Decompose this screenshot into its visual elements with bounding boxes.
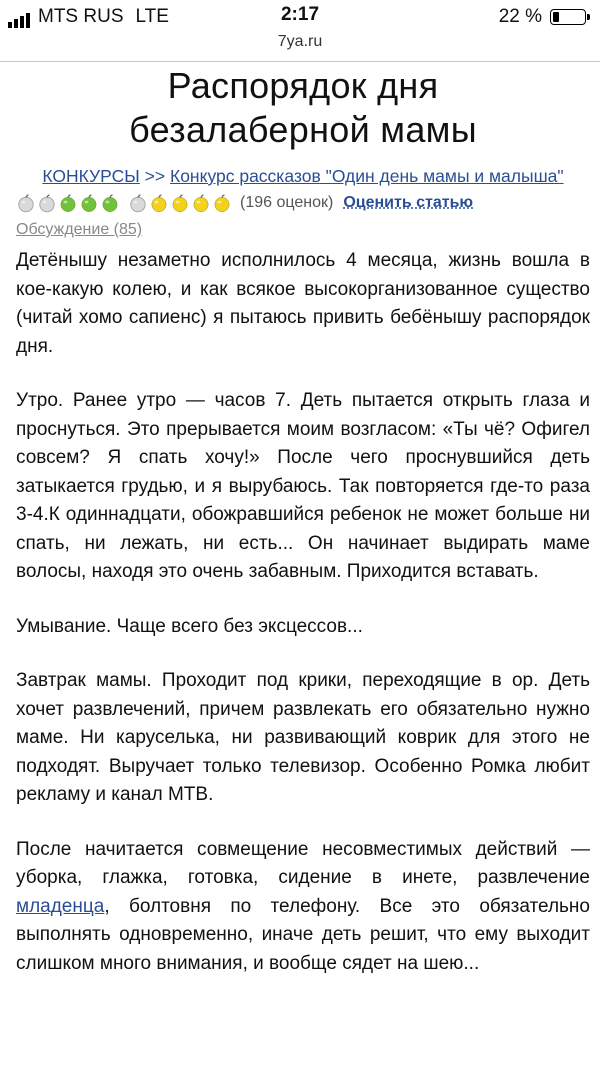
rating-apple-icon[interactable]	[170, 193, 190, 213]
network-type: LTE	[135, 6, 169, 27]
discussion-row	[16, 221, 590, 239]
rating-count: (196 оценок)	[240, 194, 334, 211]
paragraph-3: Умывание. Чаще всего без эксцессов...	[16, 615, 363, 637]
breadcrumb-contest-link[interactable]: Конкурс рассказов "Один день мамы и малыша"	[170, 166, 564, 186]
breadcrumb	[16, 166, 590, 187]
rating-apple-icon[interactable]	[16, 193, 36, 213]
clock: 2:17	[280, 4, 320, 25]
rating-apples-group-2	[128, 193, 232, 213]
rating-apple-icon[interactable]	[37, 193, 57, 213]
status-bar	[0, 0, 600, 30]
page-title	[16, 64, 590, 152]
infant-link[interactable]: младенца	[16, 895, 105, 917]
rating-apples-group-1	[16, 193, 120, 213]
discussion-link[interactable]: Обсуждение (85)	[16, 221, 143, 238]
title-line-1: Распорядок дня	[167, 65, 439, 106]
rating-apple-icon[interactable]	[212, 193, 232, 213]
rating-apple-icon[interactable]	[79, 193, 99, 213]
header-divider	[0, 61, 600, 62]
rating-row	[16, 193, 590, 213]
article	[16, 64, 590, 1004]
rate-article-link[interactable]: Оценить статью	[343, 194, 474, 211]
rating-apple-icon[interactable]	[191, 193, 211, 213]
paragraph-2: Утро. Ранее утро — часов 7. Деть пытается открыть глаза и проснуться. Это прерывается моим возгласом: «Ты чё? Офигел совсем? Я спать хочу!» После чего проснувшийся деть затыкается грудью, и я вырубаюсь. Так повторяется где-то раза 3-4.К одиннадцати, обожравшийся ребенок не может больше ни спать, ни лежать, ни есть... Он начинает выдирать маме волосы, находя это очень забавным. Приходится вставать.	[16, 390, 590, 582]
article-body	[16, 247, 590, 978]
rating-apple-icon[interactable]	[100, 193, 120, 213]
paragraph-5	[16, 836, 590, 979]
breadcrumb-section-link[interactable]: КОНКУРСЫ	[42, 166, 140, 186]
carrier-name: MTS RUS	[38, 6, 124, 27]
rating-apple-icon[interactable]	[128, 193, 148, 213]
battery-icon	[550, 9, 586, 25]
paragraph-5-start: После начитается совмещение несовместимых действий — уборка, глажка, готовка, сидение в инете, развлечение	[16, 838, 590, 888]
battery-percent: 22 %	[498, 6, 542, 27]
paragraph-1: Детёнышу незаметно исполнилось 4 месяца, жизнь вошла в кое-какую колею, и как всякое высокорганизованное существо (читай хомо сапиенс) я пытаюсь привить бебёнышу распорядок дня.	[16, 250, 590, 357]
paragraph-4: Завтрак мамы. Проходит под крики, переходящие в ор. Деть хочет развлечений, причем развлекать его обязательно нужно маме. Ни каруселька, ни развивающий коврик для этого не подходят. Выручает только телевизор. Особенно Ромка любит рекламу и канал МТВ.	[16, 670, 590, 805]
rating-apple-icon[interactable]	[58, 193, 78, 213]
status-right	[499, 6, 586, 28]
breadcrumb-separator: >>	[144, 166, 166, 186]
title-line-2: безалаберной мамы	[129, 109, 477, 150]
rating-apple-icon[interactable]	[149, 193, 169, 213]
paragraph-5-end: , болтовня по телефону. Все это обязательно выполнять одновременно, иначе деть решит, что ему выходит слишком много внимания, и вообще сядет на шею...	[16, 895, 590, 974]
address-bar[interactable]: 7ya.ru	[277, 33, 323, 50]
